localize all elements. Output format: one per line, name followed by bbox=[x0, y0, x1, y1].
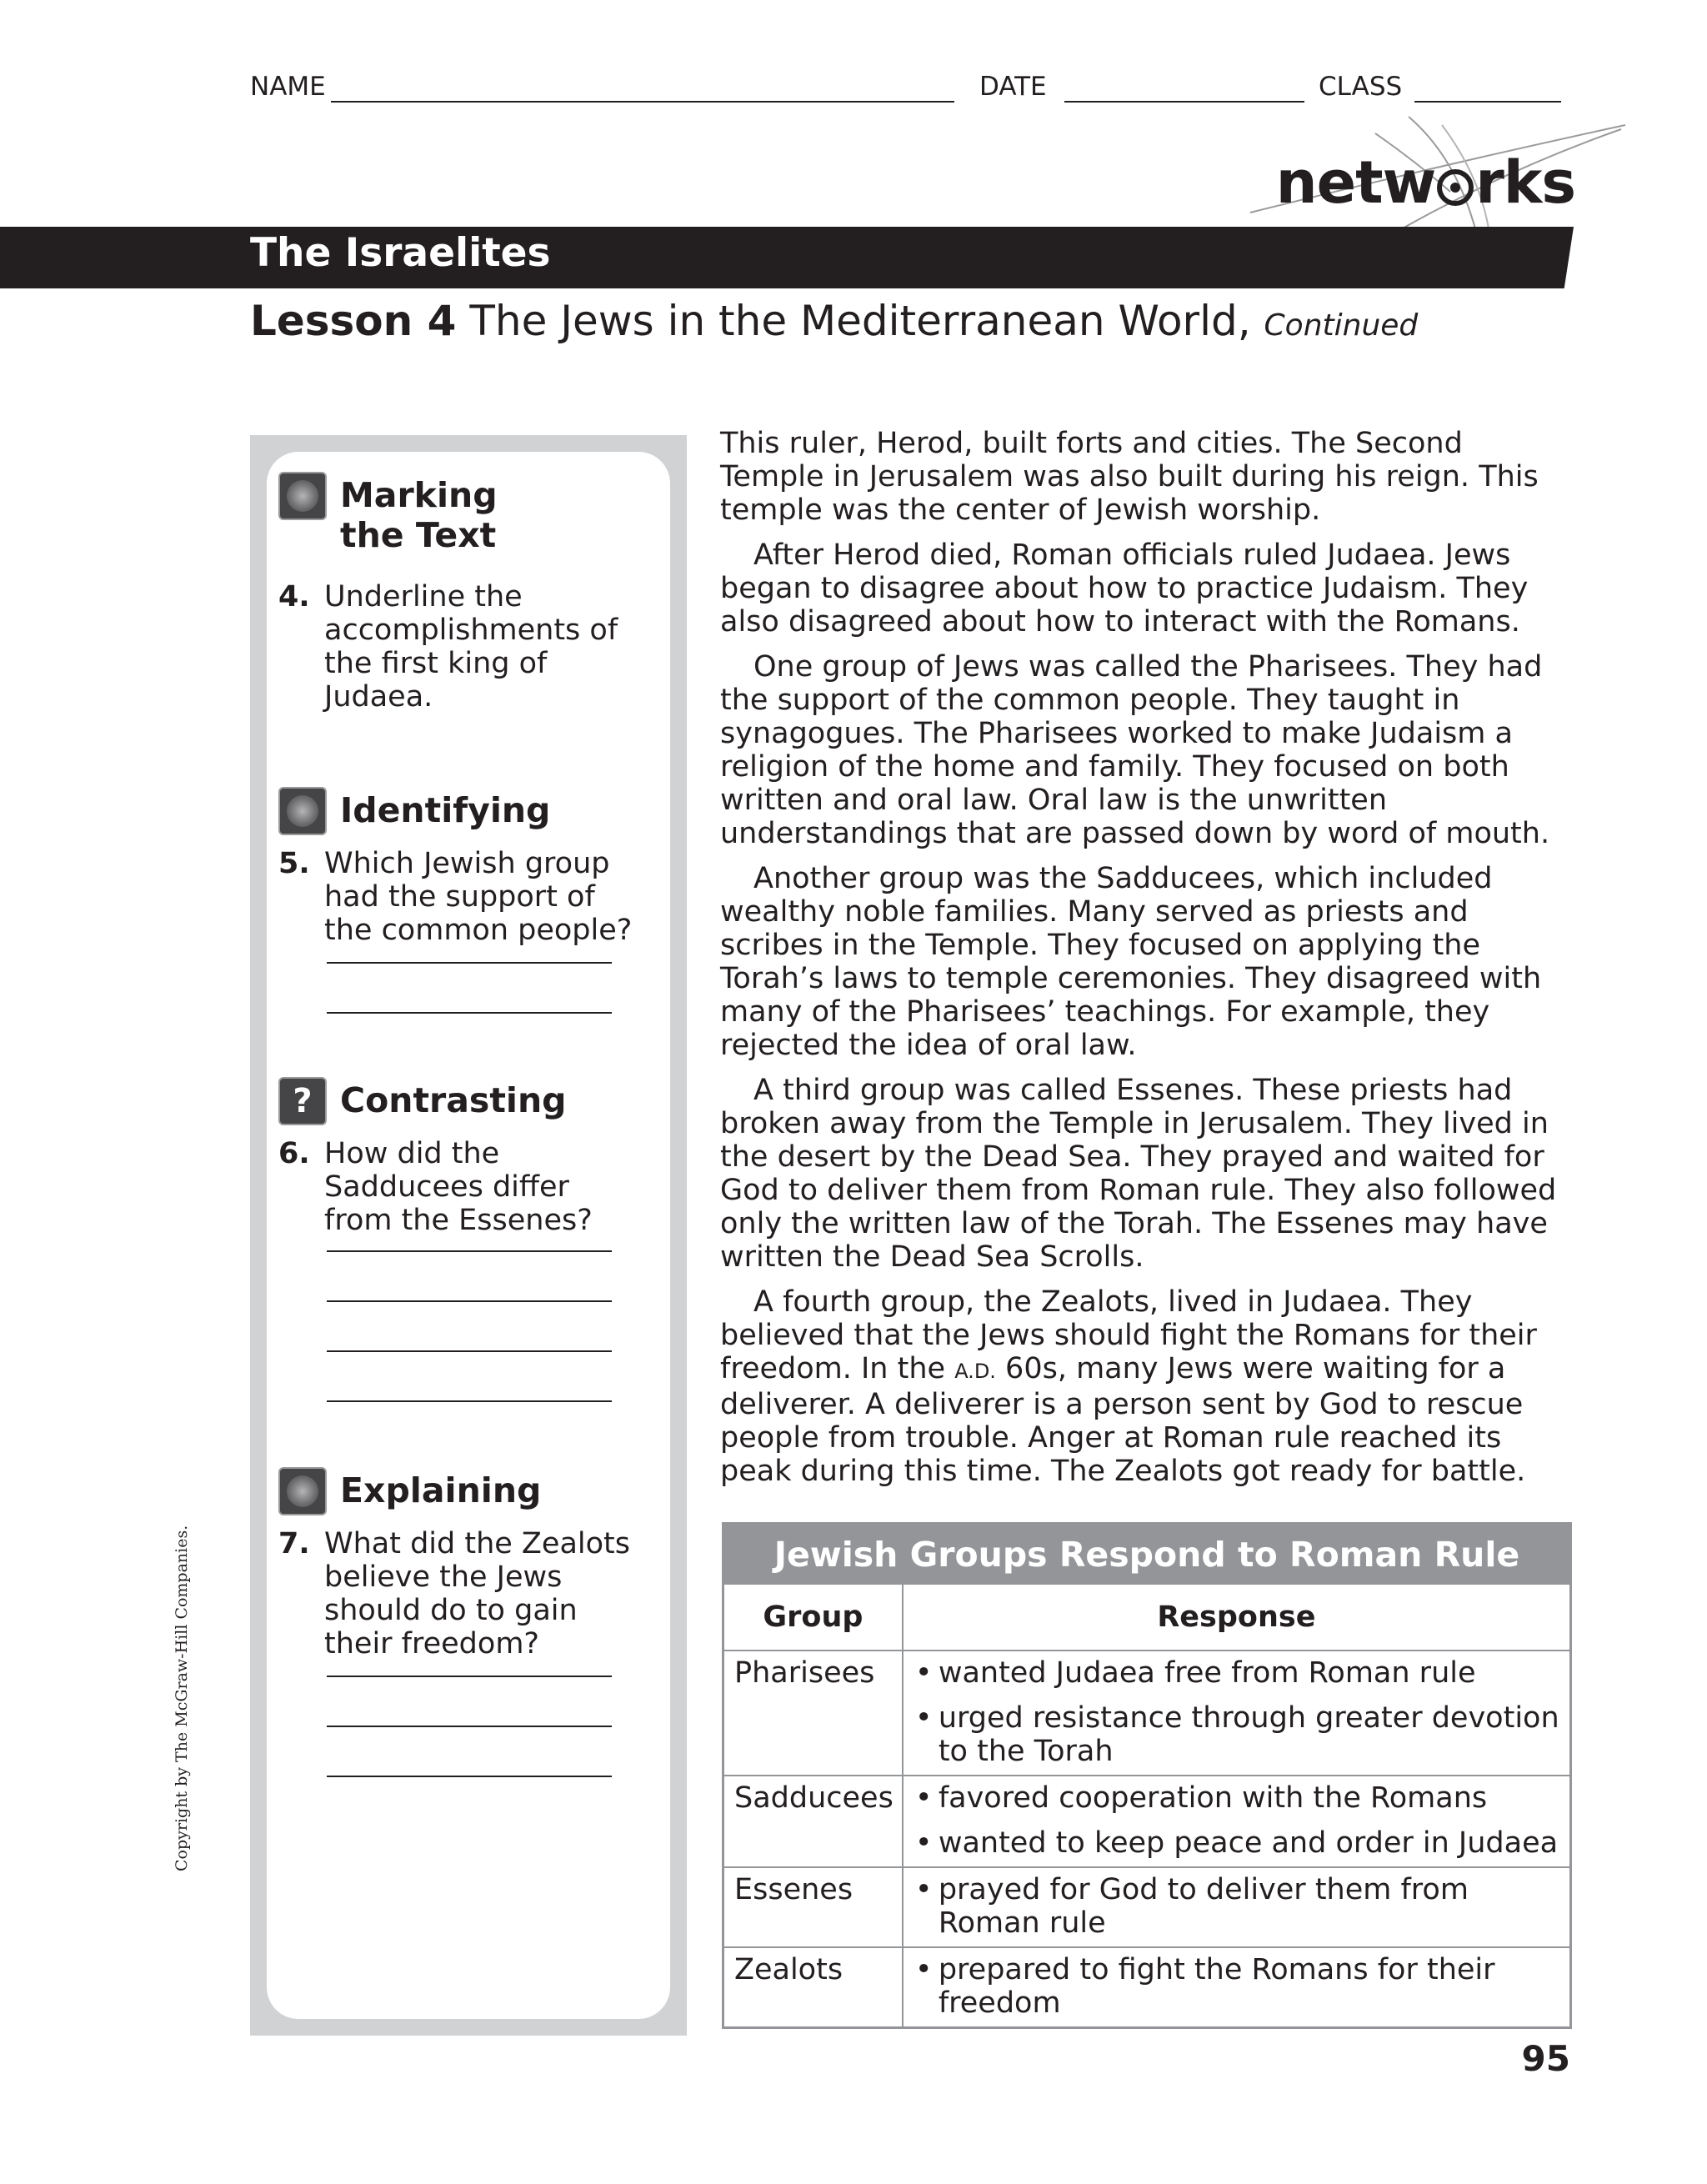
table-header-row bbox=[724, 1585, 1569, 1651]
section-title: Contrasting bbox=[340, 1080, 567, 1120]
title-banner bbox=[0, 227, 1574, 288]
response-item: • prepared to fight the Romans for their freedom bbox=[914, 1953, 1561, 2020]
date-label: DATE bbox=[979, 72, 1047, 102]
section-title: Marking the Text bbox=[340, 475, 498, 555]
response-cell bbox=[903, 1867, 1569, 1947]
answer-line[interactable] bbox=[327, 962, 612, 964]
jewish-groups-table bbox=[722, 1522, 1572, 2029]
paragraph: Another group was the Sadducees, which included wealthy noble families. Many served as priests and scribes in the Temple. They focused on applying the Torah’s laws to temple ceremonies. They disagreed with many of the Pharisees’ teachings. For example, they rejected the idea of oral law. bbox=[720, 862, 1542, 1062]
class-label: CLASS bbox=[1319, 72, 1403, 102]
response-item: • favored cooperation with the Romans bbox=[914, 1781, 1561, 1815]
question-7: 7. What did the Zealots believe the Jews should do to gain their freedom? bbox=[278, 1527, 630, 1661]
marking-icon bbox=[278, 472, 327, 520]
paragraph: After Herod died, Roman officials ruled Judaea. Jews began to disagree about how to practice Judaism. They also disagreed about how to interact with the Romans. bbox=[720, 538, 1529, 639]
paragraph: One group of Jews was called the Pharisees. They had the support of the common people. They taught in synagogues. The Pharisees worked to make Judaism a religion of the home and family. They focused on both written and oral law. Oral law is the unwritten understandings that are passed down by word of mouth. bbox=[720, 650, 1550, 850]
lesson-title: The Jews in the Mediterranean World, bbox=[469, 297, 1251, 345]
response-item: • prayed for God to deliver them from Roman rule bbox=[914, 1873, 1561, 1940]
table-title: Jewish Groups Respond to Roman Rule bbox=[724, 1525, 1569, 1585]
question-mark-icon: ? bbox=[278, 1077, 327, 1125]
networks-logo: netw rks bbox=[1275, 148, 1575, 217]
logo-o-icon bbox=[1437, 169, 1474, 206]
unit-title: The Israelites bbox=[250, 230, 551, 276]
sidebar-inner bbox=[267, 452, 670, 2019]
answer-line[interactable] bbox=[327, 1676, 612, 1677]
column-header-group: Group bbox=[724, 1585, 903, 1651]
page-number: 95 bbox=[1521, 2038, 1570, 2079]
question-4: 4. Underline the accomplishments of the first king of Judaea. bbox=[278, 580, 618, 714]
response-cell bbox=[903, 1776, 1569, 1867]
answer-line[interactable] bbox=[327, 1250, 612, 1252]
lesson-number: Lesson 4 bbox=[250, 297, 457, 345]
identifying-icon bbox=[278, 787, 327, 835]
body-text bbox=[720, 427, 1575, 1500]
section-title: Explaining bbox=[340, 1470, 542, 1510]
copyright-notice: Copyright by The McGraw-Hill Companies. bbox=[173, 1525, 191, 1871]
table-row bbox=[724, 1947, 1569, 2026]
table-grid bbox=[724, 1585, 1569, 2026]
column-header-response: Response bbox=[903, 1585, 1569, 1651]
response-cell bbox=[903, 1947, 1569, 2026]
explaining-icon bbox=[278, 1467, 327, 1515]
response-cell bbox=[903, 1651, 1569, 1776]
lesson-heading bbox=[250, 297, 1418, 345]
answer-line[interactable] bbox=[327, 1350, 612, 1352]
group-cell: Pharisees bbox=[724, 1651, 903, 1776]
response-item: • urged resistance through greater devotion to the Torah bbox=[914, 1701, 1561, 1768]
lesson-continued: Continued bbox=[1264, 308, 1419, 343]
table-row bbox=[724, 1776, 1569, 1867]
answer-line[interactable] bbox=[327, 1726, 612, 1727]
answer-line[interactable] bbox=[327, 1012, 612, 1014]
answer-line[interactable] bbox=[327, 1776, 612, 1777]
group-cell: Essenes bbox=[724, 1867, 903, 1947]
table-row bbox=[724, 1867, 1569, 1947]
section-title: Identifying bbox=[340, 790, 551, 830]
paragraph: A fourth group, the Zealots, lived in Judaea. They believed that the Jews should fight the Romans for their freedom. In the A.D. 60s, many Jews were waiting for a deliverer. A deliverer is a person sent by God to rescue people from trouble. Anger at Roman rule reached its peak during this time. The Zealots got ready for battle. bbox=[720, 1285, 1537, 1488]
sidebar-panel bbox=[250, 435, 687, 2036]
response-item: • wanted to keep peace and order in Judaea bbox=[914, 1826, 1561, 1860]
paragraph: This ruler, Herod, built forts and cities. The Second Temple in Jerusalem was also built during his reign. This temple was the center of Jewish worship. bbox=[720, 427, 1539, 527]
question-5: 5. Which Jewish group had the support of the common people? bbox=[278, 847, 633, 947]
paragraph: A third group was called Essenes. These priests had broken away from the Temple in Jerusalem. They lived in the desert by the Dead Sea. They prayed and waited for God to deliver them from Roman rule. They also followed only the written law of the Torah. The Essenes may have written the Dead Sea Scrolls. bbox=[720, 1074, 1557, 1274]
era-label: A.D. bbox=[954, 1360, 996, 1383]
name-label: NAME bbox=[250, 72, 326, 102]
table-row bbox=[724, 1651, 1569, 1776]
answer-line[interactable] bbox=[327, 1300, 612, 1302]
response-item: • wanted Judaea free from Roman rule bbox=[914, 1656, 1561, 1690]
group-cell: Zealots bbox=[724, 1947, 903, 2026]
question-6: 6. How did the Sadducees differ from the Essenes? bbox=[278, 1137, 593, 1237]
group-cell: Sadducees bbox=[724, 1776, 903, 1867]
answer-line[interactable] bbox=[327, 1400, 612, 1402]
